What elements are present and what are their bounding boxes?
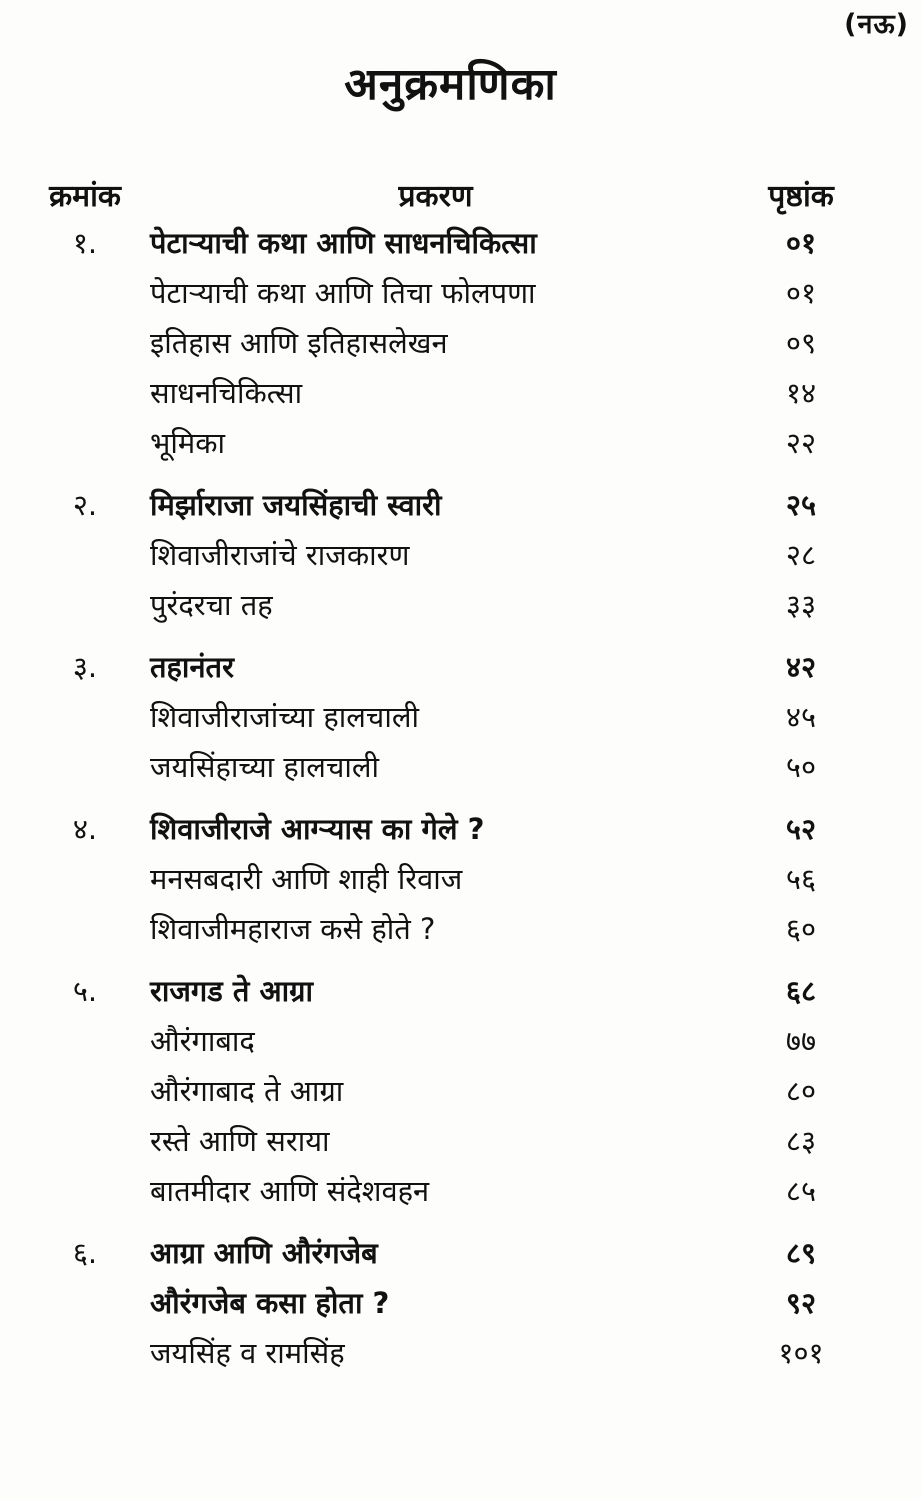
toc-list [20,225,881,1371]
toc-entry [20,425,881,461]
page-number-marker: (नऊ) [844,9,909,40]
toc-entry-page: ८९ [785,1236,817,1270]
toc-entry-title: राजगड ते आग्रा [150,974,313,1008]
toc-entry [20,649,881,685]
toc-entry [20,1285,881,1321]
toc-entry-page: २८ [785,538,817,572]
toc-entry-title: जयसिंह व रामसिंह [150,1336,345,1370]
toc-entry-title: शिवाजीराजांच्या हालचाली [150,700,420,734]
toc-entry-page: ८३ [785,1124,817,1158]
toc-entry [20,699,881,735]
toc-entry-page: १४ [785,376,817,410]
toc-entry-serial: ५. [72,974,98,1008]
toc-entry [20,1235,881,1271]
toc-entry [20,811,881,847]
toc-entry [20,1123,881,1159]
toc-entry-title: शिवाजीमहाराज कसे होते ? [150,912,436,946]
toc-entry [20,225,881,261]
toc-entry-title: साधनचिकित्सा [150,376,303,410]
table-header [20,174,881,215]
toc-entry-page: ०१ [785,226,817,260]
toc-entry-title: औरंगाबाद [150,1024,255,1058]
toc-entry-serial: ४. [72,812,98,846]
toc-entry [20,587,881,623]
toc-entry-title: शिवाजीराजे आग्ऱ्यास का गेले ? [150,812,485,846]
toc-entry-page: ६० [785,912,817,946]
column-header-serial: क्रमांक [49,179,121,214]
column-header-chapter: प्रकरण [398,179,473,214]
toc-entry [20,911,881,947]
toc-entry-title: मनसबदारी आणि शाही रिवाज [150,862,463,896]
toc-entry-title: बातमीदार आणि संदेशवहन [150,1174,430,1208]
toc-entry [20,375,881,411]
toc-entry [20,487,881,523]
toc-entry-title: औरंगजेब कसा होता ? [150,1286,390,1320]
toc-entry [20,275,881,311]
toc-entry-page: ६८ [785,974,817,1008]
toc-entry [20,537,881,573]
toc-entry [20,1173,881,1209]
page-title: अनुक्रमणिका [344,59,557,110]
toc-entry-page: २२ [785,426,817,460]
toc-entry-page: ४५ [785,700,817,734]
toc-entry-title: पुरंदरचा तह [150,588,273,622]
toc-entry-page: ७७ [785,1024,817,1058]
toc-entry [20,1073,881,1109]
toc-entry-title: पेटाऱ्याची कथा आणि तिचा फोलपणा [150,276,536,310]
toc-entry-page: ५२ [785,812,817,846]
toc-entry-title: पेटाऱ्याची कथा आणि साधनचिकित्सा [150,226,537,260]
toc-entry-page: ५६ [785,862,817,896]
toc-entry-title: रस्ते आणि सराया [150,1124,330,1158]
toc-entry-page: ०९ [785,326,817,360]
toc-entry-title: औरंगाबाद ते आग्रा [150,1074,344,1108]
toc-entry-title: मिर्झाराजा जयसिंहाची स्वारी [150,488,442,522]
toc-entry-page: १०१ [778,1336,824,1370]
toc-entry-serial: ३. [72,650,98,684]
toc-entry-title: भूमिका [150,426,226,460]
toc-entry [20,1335,881,1371]
toc-entry-page: ४२ [785,650,817,684]
toc-entry-title: इतिहास आणि इतिहासलेखन [150,326,448,360]
toc-entry-title: शिवाजीराजांचे राजकारण [150,538,410,572]
column-header-page: पृष्ठांक [768,179,834,214]
toc-entry [20,861,881,897]
toc-entry-title: तहानंतर [150,650,234,684]
toc-entry [20,1023,881,1059]
toc-entry-title: आग्रा आणि औरंगजेब [150,1236,378,1270]
toc-entry [20,973,881,1009]
toc-entry-serial: १. [72,226,98,260]
toc-entry [20,749,881,785]
toc-entry [20,325,881,361]
toc-entry-page: २५ [785,488,817,522]
toc-entry-title: जयसिंहाच्या हालचाली [150,750,380,784]
toc-entry-page: ९२ [785,1286,817,1320]
toc-entry-page: ३३ [785,588,817,622]
toc-entry-page: ८५ [785,1174,817,1208]
toc-entry-page: ८० [785,1074,817,1108]
toc-entry-serial: २. [72,488,98,522]
toc-entry-page: ५० [785,750,817,784]
toc-entry-page: ०१ [785,276,817,310]
toc-entry-serial: ६. [72,1236,98,1270]
